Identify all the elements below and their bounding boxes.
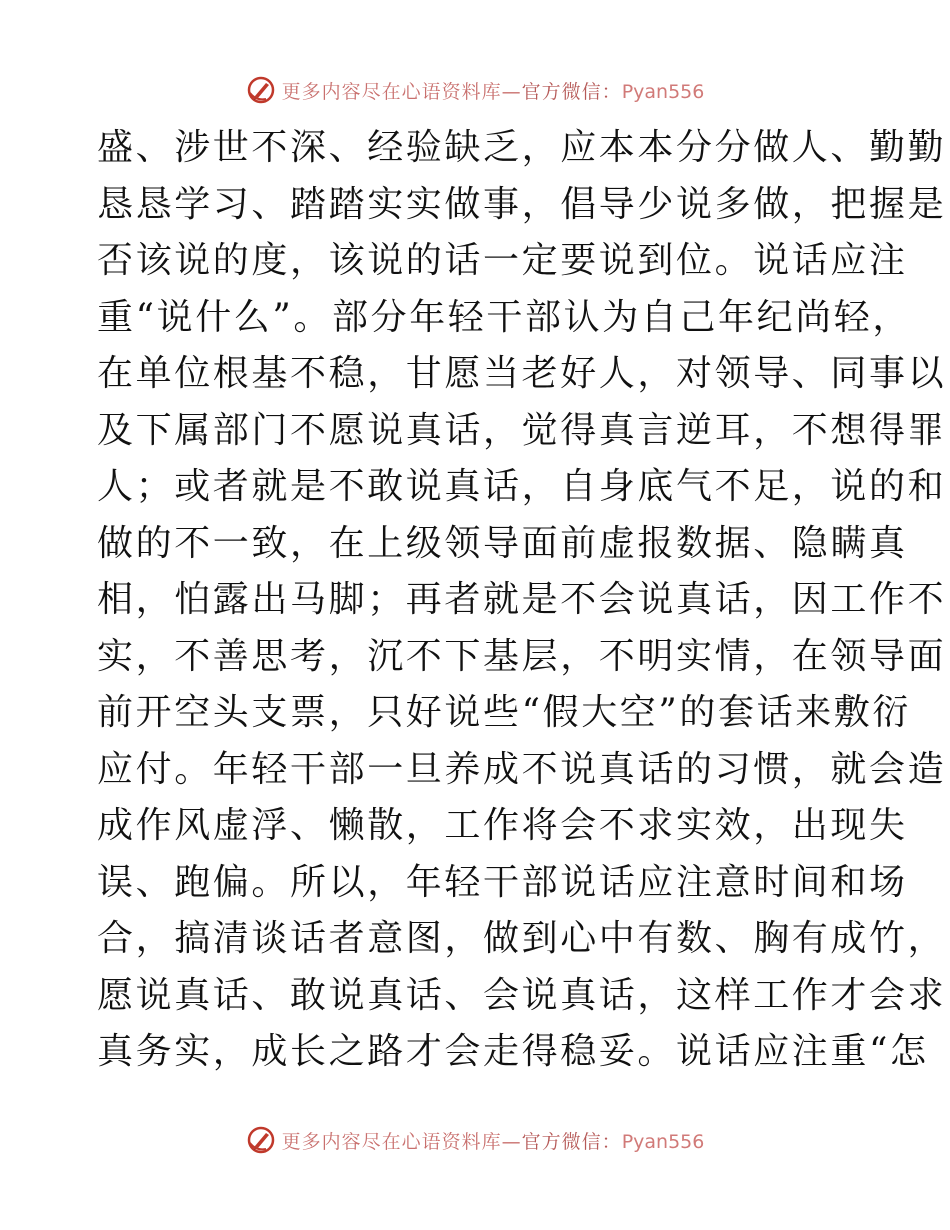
header-banner bbox=[0, 70, 950, 110]
text-line: 前开空头支票，只好说些“假大空”的套话来敷衍 bbox=[97, 692, 912, 733]
text-line: 重“说什么”。部分年轻干部认为自己年纪尚轻， bbox=[97, 296, 912, 338]
text-line: 人；或者就是不敢说真话，自身底气不足，说的和 bbox=[97, 466, 947, 507]
pen-in-circle-icon bbox=[246, 1125, 276, 1155]
text-line: 在单位根基不稳，甘愿当老好人，对领导、同事以 bbox=[97, 353, 947, 394]
text-line: 否该说的度，该说的话一定要说到位。说话应注 bbox=[97, 240, 908, 281]
text-line: 做的不一致，在上级领导面前虚报数据、隐瞒真 bbox=[97, 522, 908, 564]
text-line: 合，搞清谈话者意图，做到心中有数、胸有成竹， bbox=[97, 918, 947, 959]
text-line: 成作风虚浮、懒散，工作将会不求实效，出现失 bbox=[97, 805, 908, 846]
text-line: 误、跑偏。所以，年轻干部说话应注意时间和场 bbox=[97, 861, 908, 903]
text-line: 真务实，成长之路才会走得稳妥。说话应注重“怎 bbox=[97, 1031, 929, 1072]
separator: — bbox=[501, 1130, 522, 1153]
site-name: 更多内容尽在心语资料库 bbox=[281, 80, 502, 103]
wechat-label: 官方微信： bbox=[521, 1130, 622, 1153]
separator: — bbox=[501, 80, 522, 103]
footer-banner-text bbox=[282, 1127, 705, 1154]
text-line: 及下属部门不愿说真话，觉得真言逆耳，不想得罪 bbox=[97, 409, 947, 451]
wechat-label: 官方微信： bbox=[521, 80, 622, 103]
text-line: 恳恳学习、踏踏实实做事，倡导少说多做，把握是 bbox=[97, 183, 947, 225]
document-body bbox=[97, 120, 947, 1081]
text-line: 相，怕露出马脚；再者就是不会说真话，因工作不 bbox=[97, 579, 947, 620]
header-banner-text bbox=[282, 77, 705, 104]
text-line: 实，不善思考，沉不下基层，不明实情，在领导面 bbox=[97, 635, 947, 677]
pen-in-circle-icon bbox=[246, 75, 276, 105]
site-name: 更多内容尽在心语资料库 bbox=[281, 1130, 502, 1153]
text-line: 应付。年轻干部一旦养成不说真话的习惯，就会造 bbox=[97, 748, 947, 790]
text-line: 盛、涉世不深、经验缺乏，应本本分分做人、勤勤 bbox=[97, 127, 947, 168]
footer-banner bbox=[0, 1120, 950, 1160]
wechat-id: Pyan556 bbox=[621, 80, 705, 103]
wechat-id: Pyan556 bbox=[621, 1130, 705, 1153]
text-line: 愿说真话、敢说真话、会说真话，这样工作才会求 bbox=[97, 974, 947, 1016]
